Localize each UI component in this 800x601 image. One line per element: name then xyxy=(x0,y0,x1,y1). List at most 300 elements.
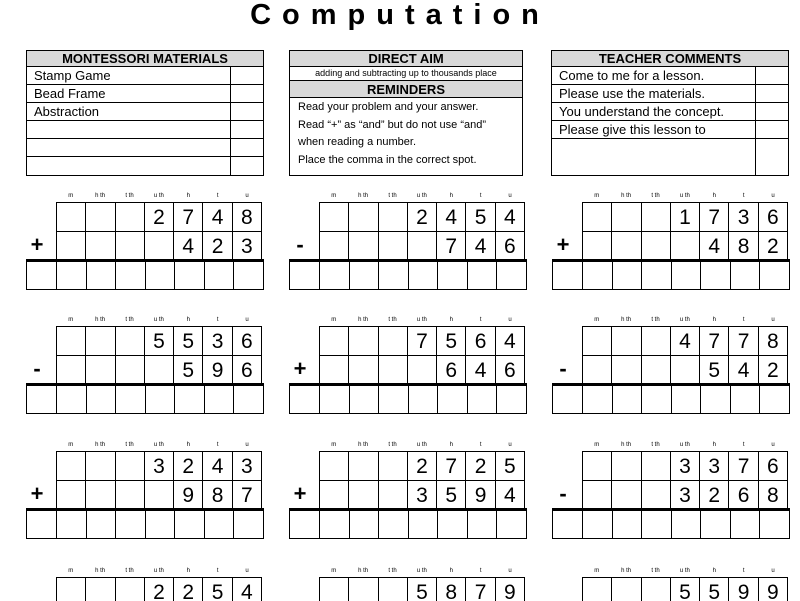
reminders-header: REMINDERS xyxy=(290,81,522,98)
answer-cell[interactable] xyxy=(87,511,117,539)
place-labels xyxy=(319,192,525,202)
place-label: m xyxy=(68,442,74,448)
digit-cell xyxy=(379,481,408,510)
digit-cell xyxy=(349,356,378,385)
place-label: h xyxy=(186,442,190,448)
digit-cell xyxy=(86,203,115,232)
digit-cell: 8 xyxy=(759,481,788,510)
answer-cell[interactable] xyxy=(468,511,498,539)
digit-grid xyxy=(319,326,525,384)
place-labels xyxy=(582,567,788,577)
answer-cell[interactable] xyxy=(205,262,235,290)
digit-cell: 6 xyxy=(437,356,466,385)
top-number-row xyxy=(57,203,262,232)
answer-cell[interactable] xyxy=(379,386,409,414)
digit-cell: 4 xyxy=(671,327,700,356)
bottom-number-row xyxy=(57,232,262,261)
place-label: m xyxy=(594,193,600,199)
digit-cell xyxy=(612,452,641,481)
answer-cell[interactable] xyxy=(583,386,613,414)
answer-cell[interactable] xyxy=(701,511,731,539)
digit-cell xyxy=(116,232,145,261)
answer-cell[interactable] xyxy=(27,511,57,539)
digit-cell: 2 xyxy=(759,356,788,385)
place-label: h xyxy=(712,442,716,448)
place-label: u xyxy=(245,193,249,199)
digit-cell: 2 xyxy=(408,452,437,481)
operator-sign: - xyxy=(33,356,41,381)
materials-checkbox[interactable] xyxy=(230,121,263,138)
comments-checkbox[interactable] xyxy=(755,103,788,120)
place-label: u xyxy=(245,442,249,448)
digit-grid xyxy=(582,451,788,509)
comments-rows xyxy=(552,67,788,175)
place-label: h th xyxy=(95,193,106,199)
place-label: h xyxy=(449,317,453,323)
materials-checkbox[interactable] xyxy=(230,67,263,84)
aim-text: adding and subtracting up to thousands place xyxy=(290,67,522,81)
digit-cell xyxy=(349,578,378,601)
digit-cell: 4 xyxy=(496,327,525,356)
materials-checkbox[interactable] xyxy=(230,85,263,102)
answer-cell[interactable] xyxy=(234,386,264,414)
digit-cell: 9 xyxy=(466,481,495,510)
answer-cell[interactable] xyxy=(350,386,380,414)
problem-block xyxy=(289,441,529,546)
digit-cell: 8 xyxy=(203,481,232,510)
digit-cell: 5 xyxy=(496,452,525,481)
digit-cell: 7 xyxy=(408,327,437,356)
digit-cell: 7 xyxy=(729,452,758,481)
answer-cell[interactable] xyxy=(175,262,205,290)
digit-cell: 6 xyxy=(496,232,525,261)
place-labels xyxy=(56,192,262,202)
answer-cell[interactable] xyxy=(731,262,761,290)
digit-cell xyxy=(116,327,145,356)
digit-grid xyxy=(319,451,525,509)
answer-cell[interactable] xyxy=(87,386,117,414)
digit-cell xyxy=(408,232,437,261)
answer-cell[interactable] xyxy=(27,386,57,414)
comments-checkbox[interactable] xyxy=(755,139,788,175)
place-label: u th xyxy=(416,317,427,323)
answer-cell[interactable] xyxy=(672,386,702,414)
answer-cell[interactable] xyxy=(320,386,350,414)
place-label: t xyxy=(479,442,482,448)
place-label: h xyxy=(712,317,716,323)
digit-cell xyxy=(612,203,641,232)
digit-cell xyxy=(583,452,612,481)
comments-row xyxy=(552,103,788,121)
place-label: u xyxy=(508,568,512,574)
digit-cell: 5 xyxy=(437,327,466,356)
digit-cell: 8 xyxy=(437,578,466,601)
digit-cell: 2 xyxy=(174,452,203,481)
place-label: u th xyxy=(153,317,164,323)
place-label: m xyxy=(68,568,74,574)
comments-checkbox[interactable] xyxy=(755,85,788,102)
digit-cell: 8 xyxy=(233,203,262,232)
digit-cell: 5 xyxy=(437,481,466,510)
digit-grid xyxy=(319,577,525,601)
answer-cell[interactable] xyxy=(290,511,320,539)
answer-cell[interactable] xyxy=(350,511,380,539)
answer-cell[interactable] xyxy=(234,511,264,539)
digit-cell: 2 xyxy=(408,203,437,232)
digit-cell: 5 xyxy=(700,578,729,601)
answer-cell[interactable] xyxy=(642,262,672,290)
reminder-line: Read your problem and your answer. xyxy=(298,101,479,113)
answer-cell[interactable] xyxy=(290,262,320,290)
answer-cell[interactable] xyxy=(613,262,643,290)
digit-cell: 7 xyxy=(233,481,262,510)
answer-cell[interactable] xyxy=(350,262,380,290)
comments-row xyxy=(552,121,788,139)
digit-cell xyxy=(642,452,671,481)
comments-item-label: Come to me for a lesson. xyxy=(559,68,705,83)
digit-cell: 5 xyxy=(145,327,174,356)
place-label: m xyxy=(331,568,337,574)
digit-cell xyxy=(86,327,115,356)
answer-cell[interactable] xyxy=(760,262,790,290)
answer-cell[interactable] xyxy=(642,511,672,539)
digit-cell: 2 xyxy=(759,232,788,261)
digit-cell xyxy=(57,327,86,356)
digit-cell xyxy=(642,356,671,385)
answer-cell[interactable] xyxy=(57,511,87,539)
answer-cell[interactable] xyxy=(27,262,57,290)
comments-checkbox[interactable] xyxy=(755,121,788,138)
answer-cell[interactable] xyxy=(438,511,468,539)
aim-box xyxy=(289,50,523,176)
answer-row xyxy=(552,262,790,290)
answer-cell[interactable] xyxy=(613,386,643,414)
answer-cell[interactable] xyxy=(205,386,235,414)
reminder-line: Read “+” as “and” but do not use “and” xyxy=(298,118,487,131)
answer-cell[interactable] xyxy=(379,511,409,539)
answer-cell[interactable] xyxy=(379,262,409,290)
materials-checkbox[interactable] xyxy=(230,139,263,156)
digit-cell xyxy=(86,481,115,510)
digit-cell: 3 xyxy=(408,481,437,510)
digit-grid xyxy=(319,202,525,260)
answer-cell[interactable] xyxy=(497,511,527,539)
comments-item-label: You understand the concept. xyxy=(559,104,725,119)
place-label: h xyxy=(186,568,190,574)
bottom-number-row xyxy=(57,356,262,385)
answer-cell[interactable] xyxy=(57,262,87,290)
digit-cell xyxy=(642,232,671,261)
answer-cell[interactable] xyxy=(175,511,205,539)
place-labels xyxy=(319,567,525,577)
place-label: h th xyxy=(621,317,632,323)
digit-cell xyxy=(320,232,349,261)
answer-cell[interactable] xyxy=(409,262,439,290)
bottom-number-row xyxy=(320,356,525,385)
answer-cell[interactable] xyxy=(234,262,264,290)
answer-cell[interactable] xyxy=(731,511,761,539)
problem-block xyxy=(552,192,792,297)
answer-row xyxy=(289,511,527,539)
digit-cell xyxy=(642,481,671,510)
answer-cell[interactable] xyxy=(583,262,613,290)
problem-block xyxy=(289,316,529,421)
digit-cell xyxy=(349,327,378,356)
top-number-row xyxy=(320,327,525,356)
digit-cell xyxy=(583,356,612,385)
place-labels xyxy=(319,316,525,326)
place-label: h th xyxy=(95,317,106,323)
materials-row xyxy=(27,85,263,103)
digit-cell: 7 xyxy=(729,327,758,356)
digit-cell xyxy=(86,578,115,601)
place-label: t xyxy=(742,193,745,199)
digit-cell xyxy=(57,203,86,232)
materials-item-label xyxy=(27,157,230,175)
place-labels xyxy=(582,441,788,451)
place-label: u th xyxy=(679,442,690,448)
answer-cell[interactable] xyxy=(583,511,613,539)
answer-cell[interactable] xyxy=(116,511,146,539)
answer-cell[interactable] xyxy=(672,511,702,539)
answer-cell[interactable] xyxy=(320,262,350,290)
answer-cell[interactable] xyxy=(613,511,643,539)
digit-cell xyxy=(349,452,378,481)
answer-cell[interactable] xyxy=(146,511,176,539)
bottom-number-row xyxy=(583,356,788,385)
place-labels xyxy=(319,441,525,451)
materials-item-label xyxy=(27,121,230,138)
answer-cell[interactable] xyxy=(553,511,583,539)
digit-cell: 4 xyxy=(496,203,525,232)
place-label: u xyxy=(508,442,512,448)
answer-cell[interactable] xyxy=(205,511,235,539)
bottom-number-row xyxy=(320,232,525,261)
place-label: t th xyxy=(125,568,134,574)
answer-cell[interactable] xyxy=(116,262,146,290)
operator-sign: + xyxy=(30,481,44,506)
bottom-number-row xyxy=(583,481,788,510)
operator-sign: + xyxy=(293,356,307,381)
materials-row xyxy=(27,157,263,175)
answer-cell[interactable] xyxy=(760,386,790,414)
place-label: h th xyxy=(621,568,632,574)
digit-cell: 3 xyxy=(671,481,700,510)
place-label: t xyxy=(216,193,219,199)
digit-cell: 4 xyxy=(233,578,262,601)
materials-item-label: Bead Frame xyxy=(34,86,106,101)
place-label: u xyxy=(771,317,775,323)
place-label: t xyxy=(216,317,219,323)
place-label: m xyxy=(594,568,600,574)
place-label: u th xyxy=(416,442,427,448)
answer-cell[interactable] xyxy=(409,386,439,414)
answer-cell[interactable] xyxy=(116,386,146,414)
problem-block xyxy=(289,567,529,601)
digit-cell xyxy=(612,356,641,385)
comments-row xyxy=(552,139,788,175)
answer-cell[interactable] xyxy=(290,386,320,414)
place-label: h xyxy=(449,193,453,199)
digit-cell xyxy=(379,452,408,481)
answer-cell[interactable] xyxy=(438,262,468,290)
digit-cell: 9 xyxy=(729,578,758,601)
digit-cell xyxy=(116,203,145,232)
digit-cell: 3 xyxy=(671,452,700,481)
digit-cell xyxy=(116,452,145,481)
digit-cell: 2 xyxy=(700,481,729,510)
top-number-row xyxy=(583,452,788,481)
answer-cell[interactable] xyxy=(553,262,583,290)
digit-cell: 4 xyxy=(466,356,495,385)
place-label: m xyxy=(331,317,337,323)
materials-header: MONTESSORI MATERIALS xyxy=(27,51,263,67)
answer-cell[interactable] xyxy=(468,262,498,290)
operator-sign: + xyxy=(293,481,307,506)
materials-row xyxy=(27,103,263,121)
digit-cell xyxy=(145,356,174,385)
place-label: h xyxy=(712,193,716,199)
materials-row xyxy=(27,67,263,85)
answer-cell[interactable] xyxy=(87,262,117,290)
digit-cell: 6 xyxy=(233,356,262,385)
digit-cell xyxy=(671,232,700,261)
digit-cell xyxy=(57,481,86,510)
digit-cell xyxy=(612,578,641,601)
digit-cell xyxy=(583,481,612,510)
place-label: t th xyxy=(125,442,134,448)
digit-cell: 6 xyxy=(496,356,525,385)
answer-cell[interactable] xyxy=(438,386,468,414)
digit-cell: 4 xyxy=(700,232,729,261)
answer-cell[interactable] xyxy=(701,386,731,414)
digit-grid xyxy=(56,577,262,601)
place-label: t th xyxy=(125,317,134,323)
place-label: t xyxy=(479,568,482,574)
answer-cell[interactable] xyxy=(553,386,583,414)
place-label: u th xyxy=(679,317,690,323)
place-label: t xyxy=(216,568,219,574)
materials-row xyxy=(27,139,263,157)
reminders-list xyxy=(290,98,522,169)
digit-cell: 4 xyxy=(729,356,758,385)
digit-cell xyxy=(379,578,408,601)
place-label: h xyxy=(712,568,716,574)
digit-cell: 7 xyxy=(700,203,729,232)
place-label: u xyxy=(245,568,249,574)
materials-checkbox[interactable] xyxy=(230,157,263,175)
problem-block xyxy=(289,192,529,297)
answer-cell[interactable] xyxy=(642,386,672,414)
answer-cell[interactable] xyxy=(760,511,790,539)
answer-cell[interactable] xyxy=(409,511,439,539)
digit-cell xyxy=(642,203,671,232)
top-number-row xyxy=(583,203,788,232)
materials-checkbox[interactable] xyxy=(230,103,263,120)
digit-cell: 4 xyxy=(466,232,495,261)
place-label: t xyxy=(479,317,482,323)
digit-cell: 5 xyxy=(466,203,495,232)
top-number-row xyxy=(583,327,788,356)
comments-row xyxy=(552,67,788,85)
top-number-row xyxy=(320,578,525,601)
answer-cell[interactable] xyxy=(731,386,761,414)
place-label: u th xyxy=(679,193,690,199)
digit-cell: 4 xyxy=(496,481,525,510)
comments-row xyxy=(552,85,788,103)
place-labels xyxy=(56,567,262,577)
digit-cell xyxy=(116,481,145,510)
place-labels xyxy=(56,316,262,326)
digit-cell xyxy=(57,578,86,601)
top-number-row xyxy=(320,452,525,481)
digit-cell xyxy=(86,356,115,385)
place-label: u th xyxy=(416,193,427,199)
place-label: u th xyxy=(679,568,690,574)
digit-cell xyxy=(320,203,349,232)
top-number-row xyxy=(57,452,262,481)
answer-row xyxy=(289,386,527,414)
digit-cell: 7 xyxy=(174,203,203,232)
answer-cell[interactable] xyxy=(497,386,527,414)
place-label: t xyxy=(742,568,745,574)
comments-item-label xyxy=(552,139,755,175)
digit-cell: 3 xyxy=(233,232,262,261)
bottom-number-row xyxy=(57,481,262,510)
digit-cell xyxy=(116,356,145,385)
answer-cell[interactable] xyxy=(320,511,350,539)
digit-cell: 2 xyxy=(145,578,174,601)
comments-checkbox[interactable] xyxy=(755,67,788,84)
answer-cell[interactable] xyxy=(672,262,702,290)
digit-cell: 5 xyxy=(671,578,700,601)
digit-cell xyxy=(671,356,700,385)
digit-grid xyxy=(56,326,262,384)
digit-cell xyxy=(379,327,408,356)
place-label: u xyxy=(245,317,249,323)
digit-grid xyxy=(582,202,788,260)
digit-cell xyxy=(349,481,378,510)
digit-cell xyxy=(612,232,641,261)
digit-cell xyxy=(379,203,408,232)
answer-cell[interactable] xyxy=(497,262,527,290)
answer-cell[interactable] xyxy=(146,262,176,290)
place-label: u xyxy=(771,442,775,448)
digit-cell: 6 xyxy=(466,327,495,356)
place-label: h th xyxy=(621,442,632,448)
top-number-row xyxy=(57,578,262,601)
answer-row xyxy=(552,511,790,539)
digit-cell: 6 xyxy=(759,203,788,232)
answer-row xyxy=(289,262,527,290)
answer-cell[interactable] xyxy=(468,386,498,414)
digit-cell xyxy=(145,232,174,261)
answer-cell[interactable] xyxy=(146,386,176,414)
operator-sign: + xyxy=(556,232,570,257)
digit-cell: 3 xyxy=(729,203,758,232)
page-title: Computation xyxy=(250,0,550,31)
answer-cell[interactable] xyxy=(175,386,205,414)
top-number-row xyxy=(320,203,525,232)
digit-cell xyxy=(320,327,349,356)
answer-cell[interactable] xyxy=(701,262,731,290)
comments-header: TEACHER COMMENTS xyxy=(552,51,788,67)
answer-cell[interactable] xyxy=(57,386,87,414)
place-label: m xyxy=(594,442,600,448)
place-label: m xyxy=(331,193,337,199)
place-label: t th xyxy=(651,568,660,574)
place-label: h xyxy=(449,568,453,574)
